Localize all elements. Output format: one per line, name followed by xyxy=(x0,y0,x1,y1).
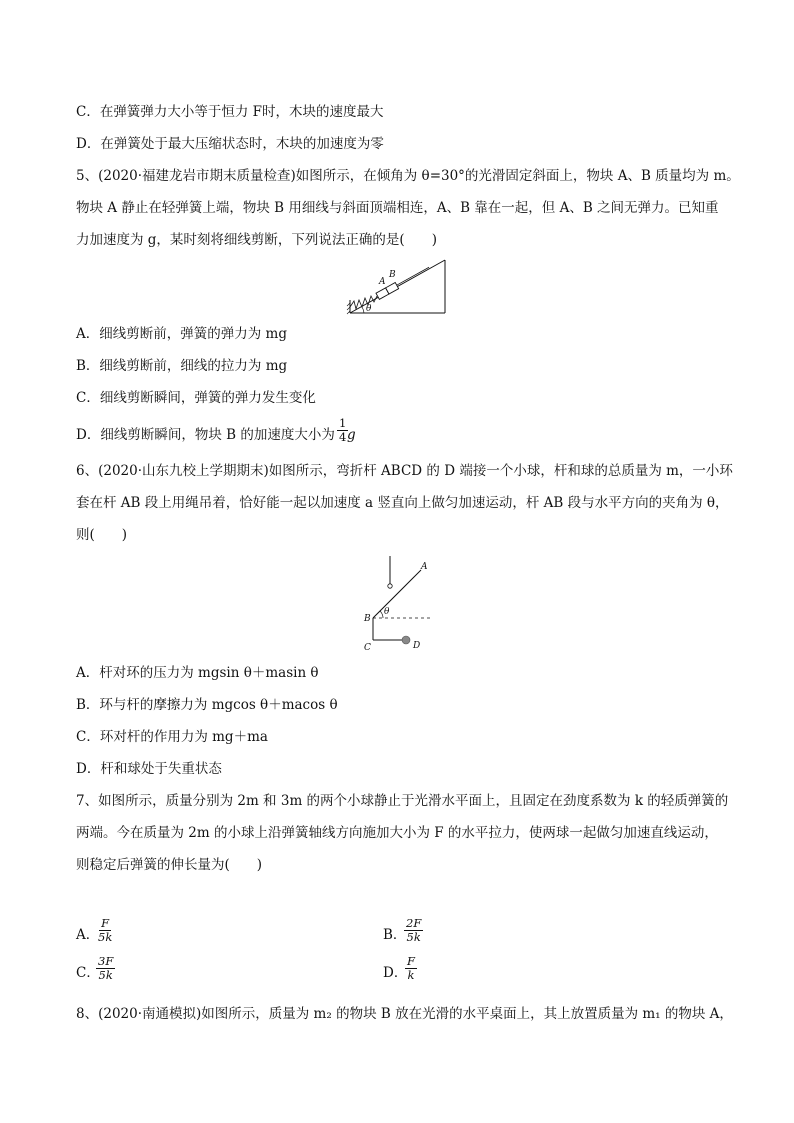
q5-option-b: B．细线剪断前，细线的拉力为 mg xyxy=(76,358,288,374)
q7-stem-line2: 两端。今在质量为 2m 的小球上沿弹簧轴线方向施加大小为 F 的水平拉力，使两球一起做匀加速直线运动， xyxy=(76,825,718,841)
q6-stem-line2: 套在杆 AB 段上用绳吊着，恰好能一起以加速度 a 竖直向上做匀加速运动，杆 AB 段与水平方向的夹角为 θ， xyxy=(76,495,729,511)
q6-option-b: B．环与杆的摩擦力为 mgcos θ＋macos θ xyxy=(76,697,338,713)
frac-den: 4 xyxy=(339,430,347,444)
q6-option-c: C．环对杆的作用力为 mg＋ma xyxy=(76,729,268,745)
q6-option-a: A．杆对环的压力为 mgsin θ＋masin θ xyxy=(76,665,319,681)
q5-option-c: C．细线剪断瞬间，弹簧的弹力发生变化 xyxy=(76,390,316,406)
q6-option-d: D．杆和球处于失重状态 xyxy=(76,761,222,777)
frac-den: 5k xyxy=(98,968,113,982)
q7-option-b-fraction xyxy=(404,917,423,944)
q6-bent-rod-figure xyxy=(358,556,438,656)
label-a: A xyxy=(379,277,386,287)
label-b: B xyxy=(364,614,371,624)
label-b: B xyxy=(389,270,396,280)
q7-option-d-fraction xyxy=(405,955,417,982)
q7-stem-line1: 7、如图所示，质量分别为 2m 和 3m 的两个小球静止于光滑水平面上，且固定在劲度系数为 k 的轻质弹簧的 xyxy=(76,793,729,809)
frac-den: 5k xyxy=(98,930,113,944)
q5-stem-line1: 5、(2020·福建龙岩市期末质量检查)如图所示，在倾角为 θ=30°的光滑固定斜面上，物块 A、B 质量均为 m。 xyxy=(76,168,740,184)
frac-num: 1 xyxy=(339,416,347,430)
label-d: D xyxy=(413,641,421,651)
frac-num: F xyxy=(101,916,110,930)
q6-stem-line3: 则( ) xyxy=(76,527,128,543)
label-c: C xyxy=(364,643,371,653)
option-d-prev: D．在弹簧处于最大压缩状态时，木块的加速度为零 xyxy=(76,136,384,152)
frac-den: 5k xyxy=(406,930,421,944)
q5-incline-figure xyxy=(345,258,450,318)
q7-option-c-label: C． xyxy=(76,965,100,981)
q5-option-a: A．细线剪断前，弹簧的弹力为 mg xyxy=(76,326,287,342)
frac-num: 3F xyxy=(98,954,114,968)
q7-option-c-fraction xyxy=(96,955,115,982)
label-theta: θ xyxy=(366,304,372,314)
q6-stem-line1: 6、(2020·山东九校上学期期末)如图所示，弯折杆 ABCD 的 D 端接一个小球，杆和球的总质量为 m，一小环 xyxy=(76,463,733,479)
frac-num: F xyxy=(407,954,415,968)
q7-option-b-label: B． xyxy=(383,927,407,943)
frac-suffix: g xyxy=(347,427,356,443)
label-theta: θ xyxy=(384,607,390,617)
q5-stem-line2: 物块 A 静止在轻弹簧上端，物块 B 用细线与斜面顶端相连，A、B 靠在一起，但 A、B 之间无弹力。已知重 xyxy=(76,200,719,216)
q7-stem-line3: 则稳定后弹簧的伸长量为( ) xyxy=(76,857,263,873)
frac-num: 2F xyxy=(406,916,422,930)
frac-den: k xyxy=(407,968,415,982)
q5-option-d: D．细线剪断瞬间，物块 B 的加速度大小为 xyxy=(76,427,335,443)
q7-option-d-label: D． xyxy=(383,965,408,981)
q8-stem-line1: 8、(2020·南通模拟)如图所示，质量为 m₂ 的物块 B 放在光滑的水平桌面上，其上放置质量为 m₁ 的物块 A， xyxy=(76,1006,733,1022)
q7-option-a-label: A． xyxy=(76,927,100,943)
option-c-prev: C．在弹簧弹力大小等于恒力 F时，木块的速度最大 xyxy=(76,104,384,120)
q5-stem-line3: 力加速度为 g，某时刻将细线剪断，下列说法正确的是( ) xyxy=(76,232,437,248)
label-a: A xyxy=(421,562,428,572)
q7-option-a-fraction xyxy=(96,917,114,944)
